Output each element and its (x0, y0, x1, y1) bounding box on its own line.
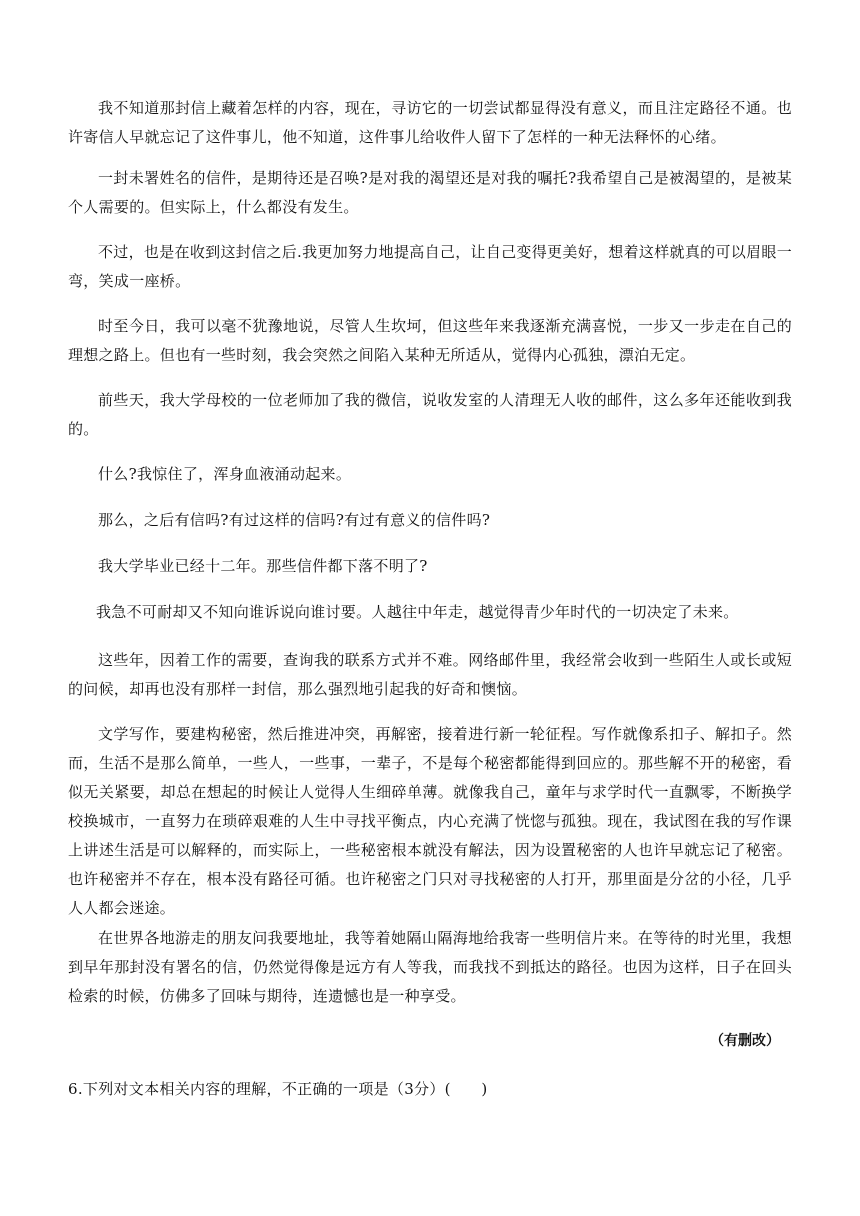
paragraph-1: 我不知道那封信上藏着怎样的内容，现在，寻访它的一切尝试都显得没有意义，而且注定路径不通。也许寄信人早就忘记了这件事儿，他不知道，这件事儿给收件人留下了怎样的一种无法释怀的心绪。 (68, 99, 792, 146)
paragraph-6: 什么?我惊住了，浑身血液涌动起来。 (98, 465, 352, 483)
paragraph-11: 文学写作，要建构秘密，然后推进冲突，再解密，接着进行新一轮征程。写作就像系扣子、解扣子。然而，生活不是那么简单，一些人，一些事，一辈子，不是每个秘密都能得到回应的。那些解不开的秘密，看似无关紧要，却总在想起的时候让人觉得人生细碎单薄。就像我自己，童年与求学时代一直飘零，不断换学校换城市，一直努力在琐碎艰难的人生中寻找平衡点，内心充满了恍惚与孤独。现在，我试图在我的写作课上讲述生活是可以解释的，而实际上，一些秘密根本就没有解法，因为设置秘密的人也许早就忘记了秘密。也许秘密并不存在，根本没有路径可循。也许秘密之门只对寻找秘密的人打开，那里面是分岔的小径，几乎人人都会迷途。 (68, 725, 792, 917)
source-note: （有删改） (710, 1033, 780, 1049)
paragraph-2: 一封未署姓名的信件，是期待还是召唤?是对我的渴望还是对我的嘱托?我希望自己是被渴望的，是被某个人需要的。但实际上，什么都没有发生。 (68, 169, 792, 216)
paragraph-4: 时至今日，我可以毫不犹豫地说，尽管人生坎坷，但这些年来我逐渐充满喜悦，一步又一步走在自己的理想之路上。但也有一些时刻，我会突然之间陷入某种无所适从，觉得内心孤独，漂泊无定。 (68, 317, 792, 364)
paragraph-5: 前些天，我大学母校的一位老师加了我的微信，说收发室的人清理无人收的邮件，这么多年还能收到我的。 (68, 391, 792, 438)
paragraph-8: 我大学毕业已经十二年。那些信件都下落不明了? (98, 557, 428, 575)
paragraph-7: 那么，之后有信吗?有过这样的信吗?有过有意义的信件吗? (98, 511, 491, 529)
paragraph-10: 这些年，因着工作的需要，查询我的联系方式并不难。网络邮件里，我经常会收到一些陌生人或长或短的问候，却再也没有那样一封信，那么强烈地引起我的好奇和懊恼。 (68, 651, 792, 698)
paragraph-12: 在世界各地游走的朋友问我要地址，我等着她隔山隔海地给我寄一些明信片来。在等待的时光里，我想到早年那封没有署名的信，仍然觉得像是远方有人等我，而我找不到抵达的路径。也因为这样，日子在回头检索的时候，仿佛多了回味与期待，连遗憾也是一种享受。 (68, 929, 792, 1005)
paragraph-3: 不过，也是在收到这封信之后.我更加努力地提高自己，让自己变得更美好，想着这样就真的可以眉眼一弯，笑成一座桥。 (68, 243, 792, 290)
paragraph-9: 我急不可耐却又不知向谁诉说向谁讨要。人越往中年走，越觉得青少年时代的一切决定了未来。 (96, 603, 739, 621)
question-6: 6.下列对文本相关内容的理解，不正确的一项是（3分）( ) (68, 1080, 488, 1098)
